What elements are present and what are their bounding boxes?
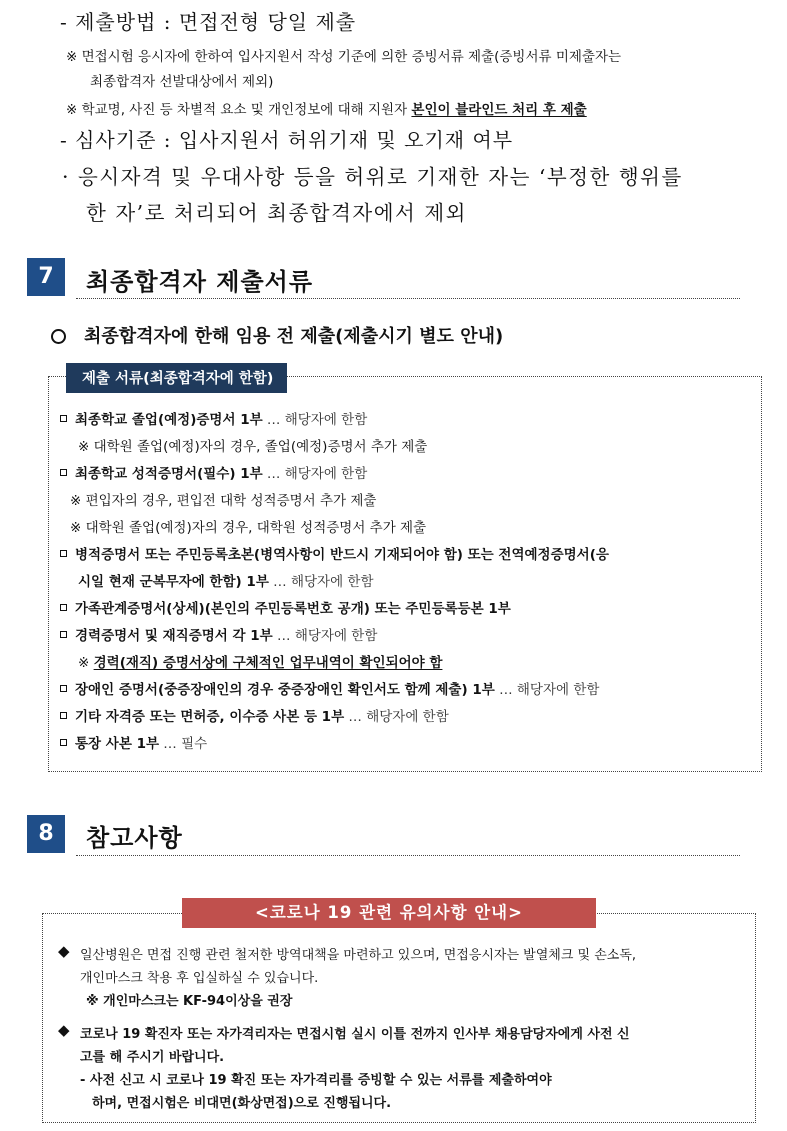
section-8-rule [76, 855, 740, 856]
covid-p1-line2: 개인마스크 착용 후 입실하실 수 있습니다. [80, 971, 319, 986]
covid-p2-line2: 고를 해 주시기 바랍니다. [80, 1050, 225, 1065]
square-bullet-icon [60, 550, 67, 557]
covid-p2-line1: 코로나 19 확진자 또는 자가격리자는 면접시험 실시 이틀 전까지 인사부 채용담당자에게 사전 신 [80, 1027, 630, 1042]
list-item: 장애인 증명서(중증장애인의 경우 중증장애인 확인서도 함께 제출) 1부 … 해당자에 한함 [60, 678, 599, 698]
false-entry-line1: · 응시자격 및 우대사항 등을 허위로 기재한 자는 ‘부정한 행위를 [62, 165, 683, 189]
covid-p2-line3: - 사전 신고 시 코로나 19 확진 또는 자가격리를 증빙할 수 있는 서류를 제출하여야 [80, 1073, 552, 1088]
square-bullet-icon [60, 739, 67, 746]
hollow-circle-icon [51, 329, 66, 344]
square-bullet-icon [60, 469, 67, 476]
note-blind [66, 98, 587, 118]
square-bullet-icon [60, 685, 67, 692]
list-item: 최종학교 졸업(예정)증명서 1부 … 해당자에 한함 [60, 408, 367, 428]
list-item: 최종학교 성적증명서(필수) 1부 … 해당자에 한함 [60, 462, 367, 482]
square-bullet-icon [60, 604, 67, 611]
note-evidence-line2: 최종합격자 선발대상에서 제외) [90, 74, 274, 90]
section-7-title: 최종합격자 제출서류 [86, 268, 314, 296]
section-7-badge: 7 [27, 258, 65, 296]
diamond-bullet-icon: ◆ [58, 942, 70, 960]
square-bullet-icon [60, 631, 67, 638]
list-note: ※ 대학원 졸업(예정)자의 경우, 졸업(예정)증명서 추가 제출 [78, 439, 428, 455]
documents-box-tag: 제출 서류(최종합격자에 한함) [66, 363, 287, 393]
square-bullet-icon [60, 415, 67, 422]
section-7-rule [76, 298, 740, 299]
note-blind-prefix: ※ 학교명, 사진 등 차별적 요소 및 개인정보에 대해 지원자 [66, 102, 412, 118]
list-item: 경력증명서 및 재직증명서 각 1부 … 해당자에 한함 [60, 624, 377, 644]
covid-p1-line1: 일산병원은 면접 진행 관련 철저한 방역대책을 마련하고 있으며, 면접응시자는 발열체크 및 손소독, [80, 948, 637, 963]
false-entry-line2: 한 자’로 처리되어 최종합격자에서 제외 [86, 201, 467, 225]
section-8-badge: 8 [27, 815, 65, 853]
note-evidence-line1: ※ 면접시험 응시자에 한하여 입사지원서 작성 기준에 의한 증빙서류 제출(증빙서류 미제출자는 [66, 49, 622, 65]
list-item: 가족관계증명서(상세)(본인의 주민등록번호 공개) 또는 주민등록등본 1부 [60, 597, 511, 617]
submission-method: - 제출방법 : 면접전형 당일 제출 [60, 10, 357, 34]
list-item: 기타 자격증 또는 면허증, 이수증 사본 등 1부 … 해당자에 한함 [60, 705, 449, 725]
list-item: 통장 사본 1부 … 필수 [60, 732, 207, 752]
section-8-title: 참고사항 [86, 824, 183, 852]
covid-notice-tag: <코로나 19 관련 유의사항 안내> [182, 898, 596, 928]
list-note: ※ 대학원 졸업(예정)자의 경우, 대학원 성적증명서 추가 제출 [70, 520, 427, 536]
list-note: ※ 편입자의 경우, 편입전 대학 성적증명서 추가 제출 [70, 493, 377, 509]
covid-p1-note: ※ 개인마스크는 KF-94이상을 권장 [86, 994, 293, 1009]
review-criteria: - 심사기준 : 입사지원서 허위기재 및 오기재 여부 [60, 128, 514, 152]
section-7-subheading: 최종합격자에 한해 임용 전 제출(제출시기 별도 안내) [84, 326, 504, 347]
square-bullet-icon [60, 712, 67, 719]
list-item-continued: 시일 현재 군복무자에 한함) 1부 … 해당자에 한함 [78, 574, 374, 590]
note-blind-emphasis: 본인이 블라인드 처리 후 제출 [411, 102, 587, 118]
diamond-bullet-icon: ◆ [58, 1021, 70, 1039]
covid-p2-line4: 하며, 면접시험은 비대면(화상면접)으로 진행됩니다. [92, 1096, 392, 1111]
list-item: 병적증명서 또는 주민등록초본(병역사항이 반드시 기재되어야 함) 또는 전역예정증명서(응 [60, 543, 609, 563]
list-note: ※ 경력(재직) 증명서상에 구체적인 업무내역이 확인되어야 함 [78, 655, 443, 671]
